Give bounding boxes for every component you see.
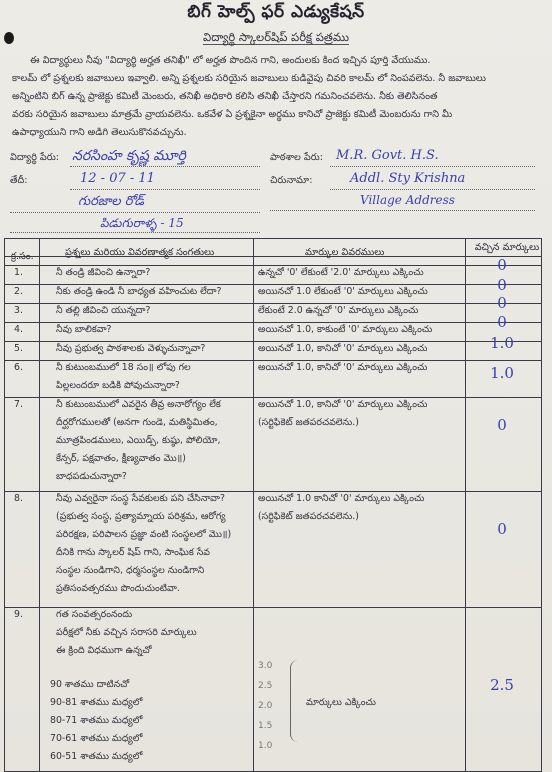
school-label: పాఠశాల పేరు: (270, 152, 323, 163)
marks-awarded[interactable]: 0 (497, 416, 507, 434)
row-number: 4. (14, 324, 23, 335)
header-marks: వచ్చిన మార్కులు (474, 242, 540, 253)
question-text: నీవు బాలికవా? (56, 324, 112, 335)
marks-awarded[interactable]: 0 (497, 276, 507, 294)
question-text: ఈ క్రింది విధముగా ఉన్నచో (56, 645, 152, 656)
school-field[interactable]: M.R. Govt. H.S. (336, 148, 439, 163)
question-text: నీవు ఎవ్వరైనా సంస్థ సేవకులకు పని చేసినావా? (56, 493, 225, 504)
marks-awarded[interactable]: 0 (497, 520, 507, 538)
rule-text: అయినచో 1.0, కానిచో '0' మార్కులు ఎక్కించు (258, 399, 428, 410)
page-subtitle: విద్యార్థి స్కాలర్‌షిప్ పరీక్ష పత్రము (203, 30, 349, 44)
question-text: 60-51 శాతము మధ్యలో (50, 751, 143, 762)
marks-scale-value: 1.0 (258, 741, 273, 751)
header-rule: మార్కుల వివరములు (305, 247, 385, 258)
rule-text: (సర్టిఫికెట్ జతపరచవలెను.) (258, 417, 359, 428)
marks-scale-value: 3.0 (258, 661, 273, 671)
instruction-line: వరకు సరియైన జవాబులు మాత్రమే వ్రాయవలెను. ఒకవేళ ఏ ప్రశ్నకైనా అర్థము కానిచో ప్రాజెక్టు కమిటీ మెంబరును గాని మీ (12, 109, 453, 120)
question-text: 70-61 శాతము మధ్యలో (50, 733, 143, 744)
marks-awarded[interactable]: 1.0 (490, 334, 514, 352)
row-number: 5. (14, 343, 23, 354)
marks-awarded[interactable]: 1.0 (490, 364, 514, 382)
row-number: 9. (14, 609, 23, 620)
instructions (12, 52, 542, 142)
instruction-line: ఉపాధ్యాయుని గాని అడిగి తెలుసుకొనవచ్చును. (12, 127, 187, 138)
rule-text: ఉన్నచో '0' లేకుంటే '2.0' మార్కులు ఎక్కించు (258, 267, 424, 278)
address-line-3[interactable]: పిడుగురాళ్ళ - 15 (100, 216, 184, 230)
row-number: 2. (14, 286, 23, 297)
question-text: (ప్రభుత్వ సంస్థ, ప్రత్యామ్నాయ పరిశ్రమ, ఆరోగ్య (56, 511, 226, 522)
question-text: 80-71 శాతము మధ్యలో (50, 715, 143, 726)
marks-brace (290, 660, 298, 742)
question-text: 90 శాతము దాటినచో (50, 679, 130, 690)
question-text: నీ కుటుంబములో 18 సం॥ లోపు గల (56, 362, 191, 373)
rule-text: అయినచో 1.0, కాకుంటే '0' మార్కులు ఎక్కించు (258, 324, 433, 335)
question-text: పిల్లలందరూ బడికి పోవుచున్నారా? (56, 380, 180, 391)
question-text: నీవు ప్రభుత్వ పాఠశాలకు వెళ్ళుచున్నావా? (56, 343, 206, 354)
instruction-line: అన్నింటిని బిగ్ ఉన్న ప్రాజెక్టు కమిటీ మెంబరు, తనిఖీ అధికారి కలిసి తనిఖీ చేస్తారని గమనించవలెను. నీకు తెలిసినంత (12, 91, 438, 102)
question-text: పరీక్షలో నీకు వచ్చిన సరాసరి మార్కులు (56, 627, 197, 638)
marks-awarded[interactable]: 0 (497, 256, 507, 274)
question-text: నీ తల్లి జీవించి యున్నదా? (56, 305, 151, 316)
rule-text: (సర్టిఫికెట్ జతపరచవలెను.) (258, 511, 359, 522)
date-field[interactable]: 12 - 07 - 11 (80, 171, 155, 186)
question-text: గత సంవత్సరంనందు (56, 609, 133, 620)
marks-scale-value: 2.5 (258, 681, 273, 691)
row-number: 3. (14, 305, 23, 316)
rule-text: అయినచో 1.0 లేకుంటే '0' మార్కులు ఎక్కించు (258, 286, 428, 297)
address-label: చిరునామా: (270, 175, 313, 186)
question-text: మూత్రపిండములు, ఎయిడ్స్, కుష్ఠు, పోలియో, (56, 435, 221, 446)
question-text: 90-81 శాతము మధ్యలో (50, 697, 143, 708)
rule-text: లేకుంటే 2.0 ఉన్నచో '0' మార్కులు ఎక్కించు (258, 305, 419, 316)
question-text: దీనికి గాను స్కాలర్ షిప్ గాని, సాంఘిక సేవ (56, 547, 210, 558)
rule-text: అయినచో 1.0 కానిచో '0' మార్కులు ఎక్కించు (258, 493, 425, 504)
marks-scale-value: 1.5 (258, 721, 273, 731)
row-number: 7. (14, 399, 23, 410)
question-text: బాధపడుచున్నారా? (56, 471, 127, 482)
question-text: నీకు తండ్రి ఉండి నీ బాధ్యత వహించుట లేదా? (56, 286, 222, 297)
instruction-line: ఈ విద్యార్థులు నీవు "విద్యార్థి అర్హత తనిఖీ" లో అర్హత పొందిన గాని, అందులకు కింద ఇచ్చిన పూర్తి వేయుము. (30, 55, 431, 66)
question-text: దీర్ఘరోగములతో (అనగా గుండె, మతిస్థిమితం, (56, 417, 218, 428)
question-text: పరిరక్షణ, పరిపాలన ప్రజ్ఞా వంటి సంస్థలలో మొ॥) (56, 529, 232, 540)
header-sno: క్ర.సం. (11, 251, 34, 262)
question-text: సంస్థల నుండిగాని, ధర్మసంస్థల నుండిగాని (56, 565, 205, 576)
instruction-line: కాలమ్ లో ప్రశ్నలకు జవాబులు ఇవ్వాలి. అన్ని ప్రశ్నలకు సరియైన జవాబులు కుడివైపు చివరి కాలమ్ లో నింపవలెను. నీ జవాబులు (12, 73, 486, 84)
header-question: ప్రశ్నలు మరియు వివరణాత్మక సంగతులు (65, 247, 215, 258)
date-label: తేదీ: (10, 175, 28, 186)
row-number: 6. (14, 362, 23, 373)
address-line-2[interactable]: Village Address (360, 193, 455, 207)
marks-scale-value: 2.0 (258, 701, 273, 711)
row-number: 1. (14, 267, 23, 278)
rule-text: మార్కులు ఎక్కించు (306, 697, 376, 708)
row-number: 8. (14, 493, 23, 504)
question-text: కేన్సర్, పక్షవాతం, క్షీణ్యవాతం మొ॥) (56, 453, 186, 464)
rule-text: అయినచో 1.0, కానిచో '0' మార్కులు ఎక్కించు (258, 343, 428, 354)
question-text: నీ తండ్రి జీవించి ఉన్నారా? (56, 267, 151, 278)
address-field[interactable]: Addl. Sty Krishna (350, 171, 466, 186)
student-name-label: విద్యార్థి పేరు: (10, 152, 59, 163)
marks-awarded[interactable]: 0 (497, 294, 507, 312)
student-name-field[interactable]: నరసింహ కృష్ణ మూర్తి (72, 148, 186, 164)
marks-awarded[interactable]: 2.5 (490, 676, 514, 694)
page-title: బిగ్ హెల్ప్ ఫర్ ఎడ్యుకేషన్ (187, 2, 365, 22)
question-text: ప్రతిసంవత్సరము పొందుచుంటివా. (56, 583, 180, 594)
address-line-1[interactable]: గురజాల రోడ్ (78, 194, 144, 209)
question-text: నీ కుటుంబములో ఎవరైన తీవ్ర అనారోగ్యం లేక (56, 399, 221, 410)
rule-text: అయినచో 1.0, కానిచో '0' మార్కులు ఎక్కించు (258, 362, 428, 373)
marks-awarded[interactable]: 0 (497, 313, 507, 331)
